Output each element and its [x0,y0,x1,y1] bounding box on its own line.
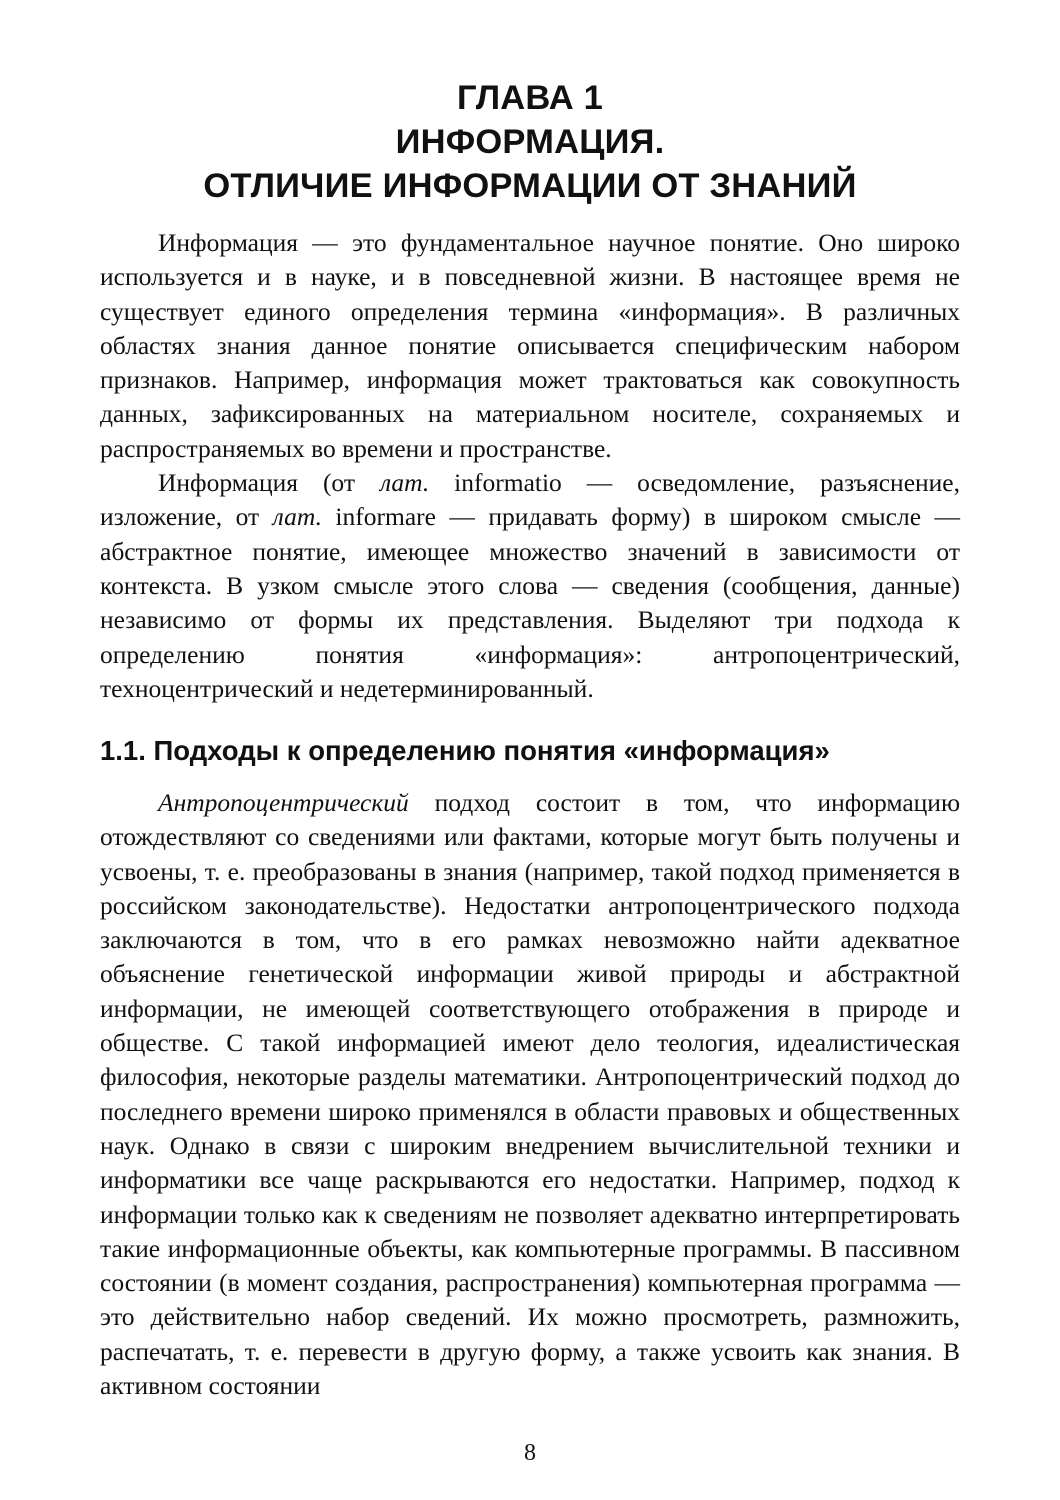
latin-abbrev: лат. [272,502,322,532]
italic-term: Антропоцентрический [158,788,409,817]
section-paragraph-1: Антропоцентрический подход состоит в том, что информацию отождествляют со сведениями или фактами, которые могут быть получены и усвоены, т. е. преобразованы в знания (например, такой подход применяется в российском законодательстве). Недостатки антропоцентрического подхода заключаются в том, что в его рамках невозможно найти адекватное объяснение генетической информации живой природы и абстрактной информации, не имеющей соответствующего отображения в природе и обществе. С такой информацией имеют дело теология, идеалистическая философия, некоторые разделы математики. Антропоцентрический подход до последнего времени широко применялся в области правовых и общественных наук. Однако в связи с широким внедрением вычислительной техники и информатики все чаще раскрываются его недостатки. Например, подход к информации только как к сведениям не позволяет адекватно интерпретировать такие информационные объекты, как компьютерные программы. В пассивном состоянии (в момент создания, распространения) компьютерная программа — это действительно набор сведений. Их можно просмотреть, размножить, распечатать, т. е. перевести в другую форму, а также усвоить как знания. В активном состоянии [100,788,960,1401]
intro-paragraph-2: Информация (от лат. informatio — осведомление, разъяснение, изложение, от лат. informare — придавать форму) в широком смысле — абстрактное понятие, имеющее множество значений в зависимости от контекста. В узком смысле этого слова — сведения (сообщения, данные) независимо от формы их представления. Выделяют три подхода к определению понятия «информация»: антропоцентрический, техноцентрический и недетерминированный. [100,468,960,703]
intro-text [100,226,960,706]
section-heading: 1.1. Подходы к определению понятия «информация» [100,735,830,766]
chapter-number: ГЛАВА 1 [456,79,604,117]
latin-abbrev: лат. [379,468,430,498]
chapter-title [100,76,960,208]
chapter-subtitle-line: ОТЛИЧИЕ ИНФОРМАЦИИ ОТ ЗНАНИЙ [203,167,857,205]
page-number: 8 [524,1440,536,1466]
section-text [100,786,960,1403]
intro-paragraph-1: Информация — это фундаментальное научное понятие. Оно широко используется и в науке, и в повседневной жизни. В настоящее время не существует единого определения термина «информация». В различных областях знания данное понятие описывается специфическим набором признаков. Например, информация может трактоваться как совокупность данных, зафиксированных на материальном носителе, сохраняемых и распространяемых во времени и пространстве. [100,228,960,463]
chapter-title-line: ИНФОРМАЦИЯ. [395,123,665,161]
